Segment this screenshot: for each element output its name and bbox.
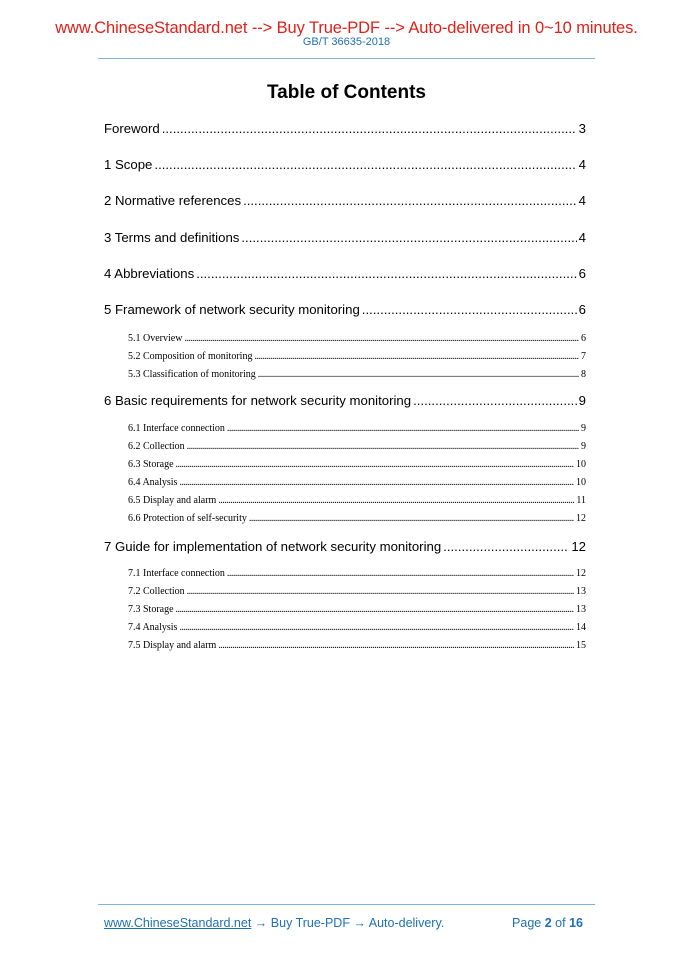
toc-entry-6-1[interactable]	[128, 423, 586, 434]
leader-dots	[176, 459, 574, 470]
toc-entry-label: 7.3 Storage	[128, 604, 174, 615]
leader-dots	[241, 230, 576, 245]
arrow-icon: →	[353, 916, 366, 930]
toc-entry-label: 6.6 Protection of self-security	[128, 513, 247, 524]
toc-entry-label: Foreword	[104, 121, 160, 136]
toc-entry-label: 1 Scope	[104, 157, 153, 172]
leader-dots	[179, 477, 574, 488]
toc-entry-label: 7 Guide for implementation of network security monitoring	[104, 539, 442, 554]
toc-entry-label: 7.1 Interface connection	[128, 568, 225, 579]
leader-dots	[218, 495, 574, 506]
toc-entry-page: 12	[576, 513, 586, 524]
toc-entry-6-2[interactable]	[128, 441, 586, 452]
toc-entry-page: 14	[576, 622, 586, 633]
leader-dots	[443, 539, 569, 554]
toc-entry-guide-implementation[interactable]	[104, 539, 586, 554]
toc-entry-basic-requirements[interactable]	[104, 393, 586, 408]
toc-entry-5-2[interactable]	[128, 351, 586, 362]
toc-entry-label: 5.3 Classification of monitoring	[128, 369, 256, 380]
leader-dots	[254, 351, 579, 362]
toc-entry-page: 9	[578, 393, 586, 408]
toc-entry-5-3[interactable]	[128, 369, 586, 380]
leader-dots	[187, 586, 574, 597]
toc-entry-framework[interactable]	[104, 302, 586, 317]
toc-entry-label: 2 Normative references	[104, 193, 242, 208]
toc-entry-page: 4	[578, 193, 586, 208]
toc-entry-page: 4	[578, 157, 586, 172]
toc-entry-7-1[interactable]	[128, 568, 586, 579]
toc-entry-label: 5 Framework of network security monitoring	[104, 302, 360, 317]
toc-entry-label: 5.1 Overview	[128, 333, 183, 344]
toc-entry-label: 6.5 Display and alarm	[128, 495, 217, 506]
toc-entry-6-5[interactable]	[128, 495, 586, 506]
leader-dots	[227, 423, 579, 434]
page-total: 16	[569, 916, 583, 930]
toc-entry-page: 3	[578, 121, 586, 136]
toc-entry-label: 6 Basic requirements for network security monitoring	[104, 393, 412, 408]
toc-entry-label: 7.2 Collection	[128, 586, 185, 597]
leader-dots	[258, 369, 579, 380]
toc-entry-page: 10	[576, 477, 586, 488]
toc-entry-page: 8	[581, 369, 586, 380]
toc-entry-abbreviations[interactable]	[104, 266, 586, 281]
leader-dots	[196, 266, 576, 281]
leader-dots	[184, 333, 579, 344]
toc-entry-label: 5.2 Composition of monitoring	[128, 351, 253, 362]
toc-entry-page: 9	[581, 441, 586, 452]
toc-entry-5-1[interactable]	[128, 333, 586, 344]
toc-entry-label: 6.3 Storage	[128, 459, 174, 470]
toc-entry-label: 6.1 Interface connection	[128, 423, 225, 434]
page-current: 2	[544, 916, 552, 930]
footer-delivery-text: Auto-delivery.	[368, 916, 445, 930]
toc-entry-page: 6	[578, 266, 586, 281]
leader-dots	[179, 622, 574, 633]
toc-entry-6-6[interactable]	[128, 513, 586, 524]
page-indicator	[512, 916, 583, 930]
toc-entry-page: 12	[576, 568, 586, 579]
header-divider	[98, 58, 595, 59]
toc-entry-label: 6.2 Collection	[128, 441, 185, 452]
toc-entry-7-4[interactable]	[128, 622, 586, 633]
leader-dots	[249, 513, 574, 524]
toc-title: Table of Contents	[266, 82, 427, 103]
toc-entry-7-5[interactable]	[128, 640, 586, 651]
arrow-icon: →	[254, 916, 268, 930]
toc-entry-7-2[interactable]	[128, 586, 586, 597]
toc-entry-page: 13	[576, 604, 586, 615]
leader-dots	[187, 441, 579, 452]
footer-divider	[98, 904, 595, 905]
toc-entry-page: 11	[576, 495, 586, 506]
toc-entry-page: 13	[576, 586, 586, 597]
footer-links	[104, 916, 444, 930]
toc-entry-page: 10	[576, 459, 586, 470]
leader-dots	[162, 121, 577, 136]
toc-entry-6-4[interactable]	[128, 477, 586, 488]
page-label: Page	[512, 916, 542, 930]
leader-dots	[227, 568, 574, 579]
toc-entry-6-3[interactable]	[128, 459, 586, 470]
leader-dots	[218, 640, 574, 651]
toc-entry-page: 15	[576, 640, 586, 651]
toc-entry-label: 7.4 Analysis	[128, 622, 178, 633]
promo-banner[interactable]: www.ChineseStandard.net --> Buy True-PDF --> Auto-delivered in 0~10 minutes.	[55, 19, 638, 37]
toc-entry-foreword[interactable]	[104, 121, 586, 136]
toc-entry-7-3[interactable]	[128, 604, 586, 615]
toc-entry-label: 3 Terms and definitions	[104, 230, 240, 245]
standard-number: GB/T 36635-2018	[302, 36, 391, 48]
leader-dots	[362, 302, 577, 317]
toc-entry-page: 4	[578, 230, 586, 245]
toc-entry-page: 6	[578, 302, 586, 317]
footer-site-link[interactable]: www.ChineseStandard.net	[104, 916, 252, 930]
leader-dots	[176, 604, 574, 615]
toc-entry-label: 4 Abbreviations	[104, 266, 195, 281]
toc-entry-terms-definitions[interactable]	[104, 230, 586, 245]
toc-entry-normative-references[interactable]	[104, 193, 586, 208]
toc-entry-label: 6.4 Analysis	[128, 477, 178, 488]
toc-entry-page: 7	[581, 351, 586, 362]
leader-dots	[154, 157, 576, 172]
toc-entry-page: 12	[571, 539, 586, 554]
toc-entry-page: 9	[581, 423, 586, 434]
toc-entry-label: 7.5 Display and alarm	[128, 640, 217, 651]
footer-buy-text: Buy True-PDF	[270, 916, 350, 930]
toc-entry-scope[interactable]	[104, 157, 586, 172]
page-of: of	[555, 916, 566, 930]
leader-dots	[243, 193, 577, 208]
leader-dots	[413, 393, 577, 408]
toc-entry-page: 6	[581, 333, 586, 344]
